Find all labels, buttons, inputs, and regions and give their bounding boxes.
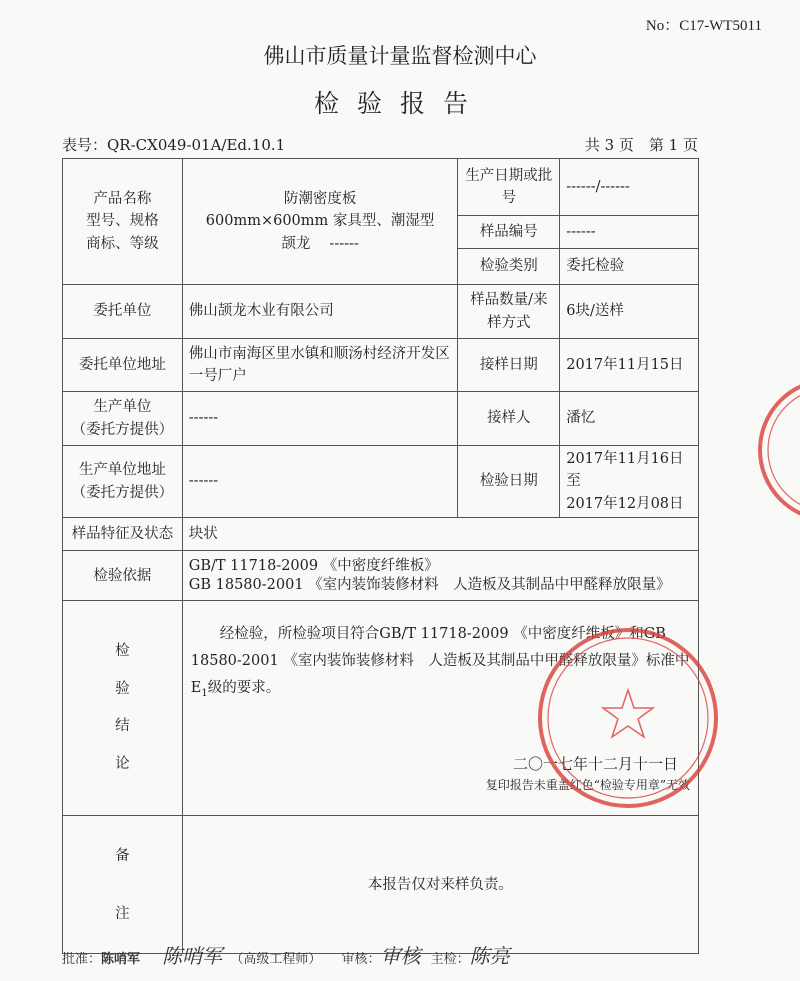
maker-label: 生产单位 （委托方提供） bbox=[63, 392, 183, 446]
receive-date-value: 2017年11月15日 bbox=[560, 339, 699, 392]
signature-line bbox=[62, 940, 510, 969]
qty-value: 6块/送样 bbox=[560, 285, 699, 339]
remark-value: 本报告仅对来样负责。 bbox=[182, 816, 698, 954]
inspect-date-label: 检验日期 bbox=[458, 446, 560, 518]
conclusion-text: 经检验，所检验项目符合GB/T 11718-2009 《中密度纤维板》和GB 18580-2001 《室内装饰装修材料 人造板及其制品中甲醛释放限量》标准中$E_1$级的要求。 bbox=[190, 626, 690, 699]
maker-addr-value: ------ bbox=[182, 446, 458, 518]
sample-no-label: 样品编号 bbox=[458, 216, 560, 249]
prod-date-value: ------/------ bbox=[560, 159, 699, 216]
review-label: 审核： bbox=[341, 952, 381, 967]
maker-value: ------ bbox=[182, 392, 458, 446]
page-title: 检验报告 bbox=[313, 89, 486, 118]
chief-label: 主检： bbox=[430, 952, 470, 967]
approve-title: （高级工程师） bbox=[230, 952, 322, 967]
basis-value: GB/T 11718-2009 《中密度纤维板》 GB 18580-2001 《室内装饰装修材料 人造板及其制品中甲醛释放限量》 bbox=[182, 551, 698, 601]
chief-inspector-signature: 陈亮 bbox=[469, 944, 510, 968]
qty-label: 样品数量/来样方式 bbox=[458, 285, 560, 339]
report-table bbox=[62, 158, 699, 954]
conclusion-cell bbox=[182, 601, 698, 816]
edge-seal bbox=[760, 380, 800, 520]
receiver-value: 潘忆 bbox=[560, 392, 699, 446]
conclusion-date: 二〇一七年十二月十一日 bbox=[512, 755, 678, 774]
feature-value: 块状 bbox=[182, 518, 698, 551]
inspect-date-value: 2017年11月16日至 2017年12月08日 bbox=[560, 446, 699, 518]
remark-label: 备 注 bbox=[63, 816, 183, 954]
product-value: 防潮密度板 600mm×600mm 家具型、潮湿型 颉龙 ------ bbox=[182, 159, 458, 285]
maker-addr-label: 生产单位地址 （委托方提供） bbox=[63, 446, 183, 518]
reviewer-signature: 审核 bbox=[380, 944, 421, 968]
client-addr-value: 佛山市南海区里水镇和顺汤村经济开发区一号厂户 bbox=[182, 339, 458, 392]
basis-label: 检验依据 bbox=[63, 551, 183, 601]
feature-label: 样品特征及状态 bbox=[63, 518, 183, 551]
receive-date-label: 接样日期 bbox=[458, 339, 560, 392]
client-value: 佛山颉龙木业有限公司 bbox=[182, 285, 458, 339]
product-label: 产品名称 型号、规格 商标、等级 bbox=[63, 159, 183, 285]
organization-name: 佛山市质量计量监督检测中心 bbox=[263, 44, 537, 68]
report-number: No：C17-WT5011 bbox=[645, 18, 762, 34]
inspect-type-label: 检验类别 bbox=[458, 249, 560, 285]
page-count: 共 3 页 第 1 页 bbox=[584, 136, 698, 154]
approver-signature: 陈哨军 bbox=[162, 944, 223, 968]
approve-name: 陈哨军 bbox=[101, 952, 141, 967]
approve-label: 批准： bbox=[62, 952, 102, 967]
conclusion-label: 检 验 结 论 bbox=[63, 601, 183, 816]
form-number: 表号：QR-CX049-01A/Ed.10.1 bbox=[62, 136, 286, 154]
receiver-label: 接样人 bbox=[458, 392, 560, 446]
client-addr-label: 委托单位地址 bbox=[63, 339, 183, 392]
inspect-type-value: 委托检验 bbox=[560, 249, 699, 285]
sample-no-value: ------ bbox=[560, 216, 699, 249]
client-label: 委托单位 bbox=[63, 285, 183, 339]
copy-notice: 复印报告未重盖红色“检验专用章”无效 bbox=[485, 777, 690, 792]
prod-date-label: 生产日期或批号 bbox=[458, 159, 560, 216]
